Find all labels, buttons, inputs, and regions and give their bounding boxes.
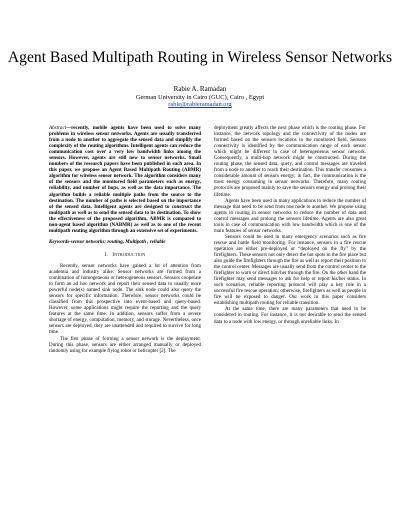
body-paragraph: Agents have been used in many applications to reduce the number of message that need to be send from one node to another. We propose using agents in routing in sensor networks to reduce the number of data and control messages and prolong the sensors lifetime. Agents are also great tools in case of communication with low bandwidth which is one of the main features of sensor networks. bbox=[214, 197, 366, 234]
author-affiliation: German University in Cairo (GUC), Cairo , Egypt bbox=[135, 93, 265, 101]
body-paragraph: At the same time, there are many parameters that need to be considered in routing. For instance, it is not desirable to send the sensed data to a node with low energy, or through unreliable links. In bbox=[214, 306, 366, 325]
abstract bbox=[49, 125, 201, 234]
intro-paragraph: The first phase of forming a sensor network is the deployment. During this phase, sensors are either arranged manually or deployed randomly using for example flying robot or helicopter [2]. The bbox=[49, 335, 201, 354]
left-column bbox=[49, 125, 201, 354]
paper-title: Agent Based Multipath Routing in Wireless Sensor Networks bbox=[7, 49, 393, 66]
author-block bbox=[0, 86, 400, 109]
intro-paragraph: Recently, sensor networks have gained a lot of attention from academia and industry alike. Sensor networks are formed from a combination of homogeneous or heterogeneous sensors. Sensors cooperate to form an ad hoc network and report their sensed data to usually more powerful node(s) named sink node. The sink node could also query the sensors for specific information. Therefore, sensor networks could be classified from this prospective into event-based and query-based. However, some applications might require the reporting and the query features at the same time. In addition, sensors suffer from a severe shortage of energy, computation, memory, and storage. Nevertheless, once sensors are deployed, they are unattended and required to survive for long time. bbox=[49, 262, 201, 336]
section-title: Introduction bbox=[112, 251, 146, 258]
author-name: Rabie A. Ramadan bbox=[173, 85, 227, 93]
right-column bbox=[214, 125, 366, 325]
abstract-label: Abstract bbox=[49, 125, 67, 131]
section-number: I. bbox=[104, 251, 108, 258]
body-paragraph: deployment greatly affects the next phase which is the routing phase. For instance, the network topology and the connectivity of the nodes are formed based on the sensors locations in the monitored field. Sensors connectivity is identified by the communication range of each sensor which might be different in case of heterogeneous sensor network. Consequently, a multi-hop network might be constructed. During the routing phase, the sensed data, query, and control messages are traveled from a node to another to reach their destination. This transfer consumes a considerable amount of sensors energy; in fact, the communication is the most energy consuming in sensor networks. Therefore, many routing protocols are proposed mainly to save the sensors energy and prolong their lifetime. bbox=[214, 125, 366, 198]
section-heading-introduction bbox=[49, 252, 201, 258]
abstract-text: —recently, mobile agents have been used to solve many problems in wireless sensor networks. Agents are usually transferred from a node to another to aggregate the sensed data and simplify the complexity of the routing algorithms. Intelligent agents can reduce the communication cost over a very low bandwidth links among the sensors. However, agents are still new to sensor networks. Small numbers of the research papers have been published in such area. In this paper, we propose an Agent Based Multipath Routing (ABMR) algorithm for wireless sensor network. The algorithm considers many of the sensors and the monitored field parameters such as energy, reliability, and number of hops, as well as the data importance. The algorithm builds a reliable multiple paths from the source to the destination. The number of paths is selected based on the importance of the sensed data. Intelligent agents are designed to construct the multipath as well as to send the sensed data to its destination. To show the effectiveness of the proposed algorithm, ABMR is compared to non-agent based algorithm (NABMR) as well as to one of the recent multipath routing algorithm through an extensive set of experiments. bbox=[49, 125, 201, 234]
keywords: Keywords-sensor networks; routing, Multipath , reliable bbox=[49, 238, 166, 245]
body-paragraph: Sensors could be used in many emergency scenarios such as fire rescue and battle field monitoring. For instance, sensors in a fire rescue operation are either pre-deployed or “deployed on the fly” by the firefighters. These sensors not only detect the hot spots in the fire place but also guide the firefighters through the fire as well as report their position to the control center. Messages are usually send from the control center to the firefighter to warn or direct him/her through the fire. On the other hand the firefighter may send messages to ask for help or report his/her status. In such scenarios, reliable reporting protocol will play a key role in a successful fire rescue operation; otherwise, firefighters as well as people in fire will be exposed to danger. Our work in this paper considers establishing multipath routing for reliable transition. bbox=[214, 233, 366, 307]
author-email-link[interactable]: rabie@rabieramadan.org bbox=[168, 101, 232, 109]
